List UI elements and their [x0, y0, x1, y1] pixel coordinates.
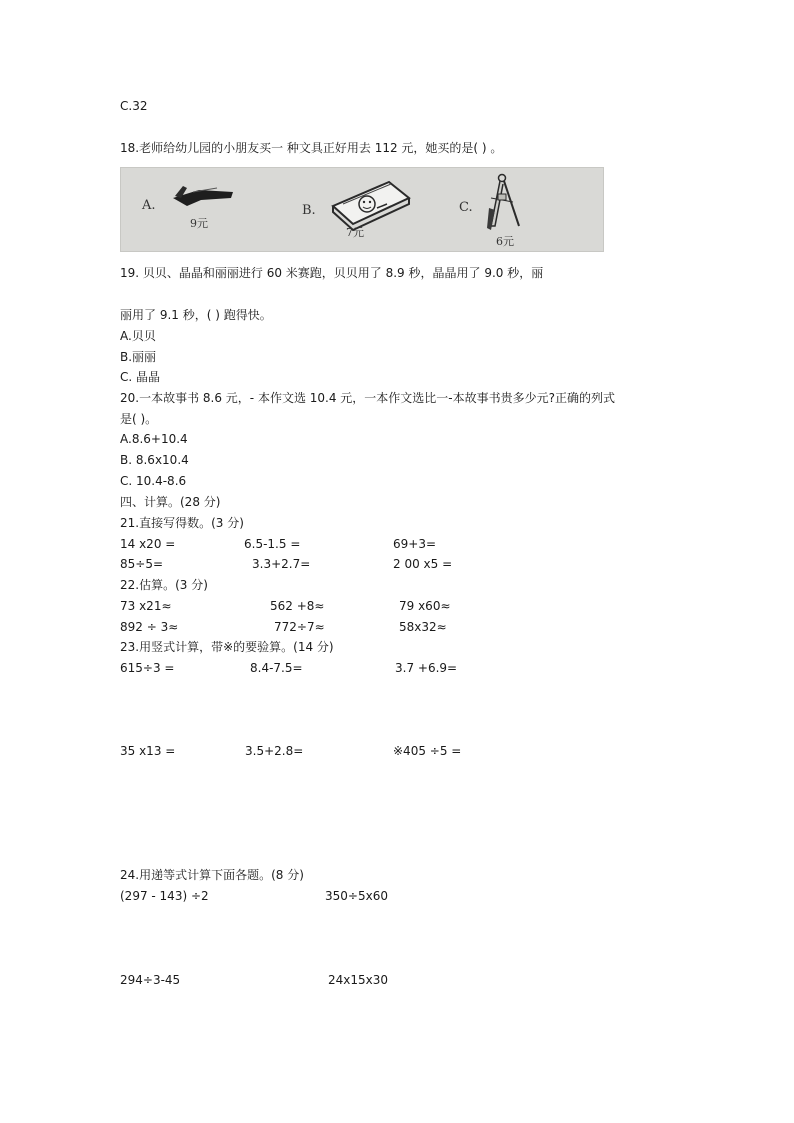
q23-item: ※405 ÷5 =	[393, 744, 462, 758]
q22-item: 58x32≈	[399, 620, 447, 634]
q22-item: 892 ÷ 3≈	[120, 620, 179, 634]
question-21-heading: 21.直接写得数。(3 分)	[120, 516, 244, 530]
question-23-heading: 23.用竖式计算，带※的要验算。(14 分)	[120, 640, 334, 654]
question-20-option-a: A.8.6+10.4	[120, 432, 188, 446]
q24-item: (297 - 143) ÷2	[120, 889, 209, 903]
question-20-line1: 20.一本故事书 8.6 元，- 本作文选 10.4 元，一本作文选比一-本故事书贵多少元?正确的列式	[120, 391, 615, 405]
option-c-price: 6元	[496, 235, 514, 248]
option-a-price: 9元	[190, 217, 208, 230]
q23-item: 35 x13 =	[120, 744, 176, 758]
q21-item: 85÷5=	[120, 557, 164, 571]
q22-item: 73 x21≈	[120, 599, 172, 613]
question-20-option-c: C. 10.4-8.6	[120, 474, 187, 488]
q24-item: 294÷3-45	[120, 973, 181, 987]
question-19-option-c: C. 晶晶	[120, 370, 161, 384]
q24-item: 24x15x30	[328, 973, 389, 987]
q21-item: 6.5-1.5 =	[244, 537, 301, 551]
q21-item: 69+3=	[393, 537, 437, 551]
question-22-heading: 22.估算。(3 分)	[120, 578, 208, 592]
question-20-option-b: B. 8.6x10.4	[120, 453, 189, 467]
stationery-illustration	[121, 168, 605, 253]
question-19-option-b: B.丽丽	[120, 350, 157, 364]
q24-item: 350÷5x60	[325, 889, 388, 903]
question-20-line2: 是( )。	[120, 412, 158, 426]
option-c-32: C.32	[120, 99, 148, 113]
q21-item: 3.3+2.7=	[252, 557, 311, 571]
pencil-case-icon	[333, 182, 409, 230]
q23-item: 3.5+2.8=	[245, 744, 304, 758]
question-18: 18.老师给幼儿园的小朋友买一 种文具正好用去 112 元，她买的是( ) 。	[120, 141, 503, 155]
q22-item: 562 +8≈	[270, 599, 325, 613]
q21-item: 2 00 x5 =	[393, 557, 453, 571]
option-b-letter: B.	[302, 203, 316, 218]
q22-item: 772÷7≈	[274, 620, 325, 634]
question-19-option-a: A.贝贝	[120, 329, 156, 343]
option-a-letter: A.	[142, 198, 156, 213]
compass-icon	[487, 175, 519, 231]
question-24-heading: 24.用递等式计算下面各题。(8 分)	[120, 868, 304, 882]
q21-item: 14 x20 =	[120, 537, 176, 551]
q23-item: 3.7 +6.9=	[395, 661, 458, 675]
question-19-line2: 丽用了 9.1 秒，( ) 跑得快。	[120, 308, 272, 322]
q23-item: 8.4-7.5=	[250, 661, 303, 675]
question-18-image	[120, 167, 604, 252]
question-19-line1: 19. 贝贝、晶晶和丽丽进行 60 米赛跑，贝贝用了 8.9 秒，晶晶用了 9.0 秒，丽	[120, 266, 544, 280]
section-4-heading: 四、计算。(28 分)	[120, 495, 221, 509]
q23-item: 615÷3 =	[120, 661, 175, 675]
q22-item: 79 x60≈	[399, 599, 451, 613]
pen-icon	[173, 186, 233, 206]
option-b-price: 7元	[346, 226, 364, 239]
option-c-letter: C.	[459, 200, 473, 215]
